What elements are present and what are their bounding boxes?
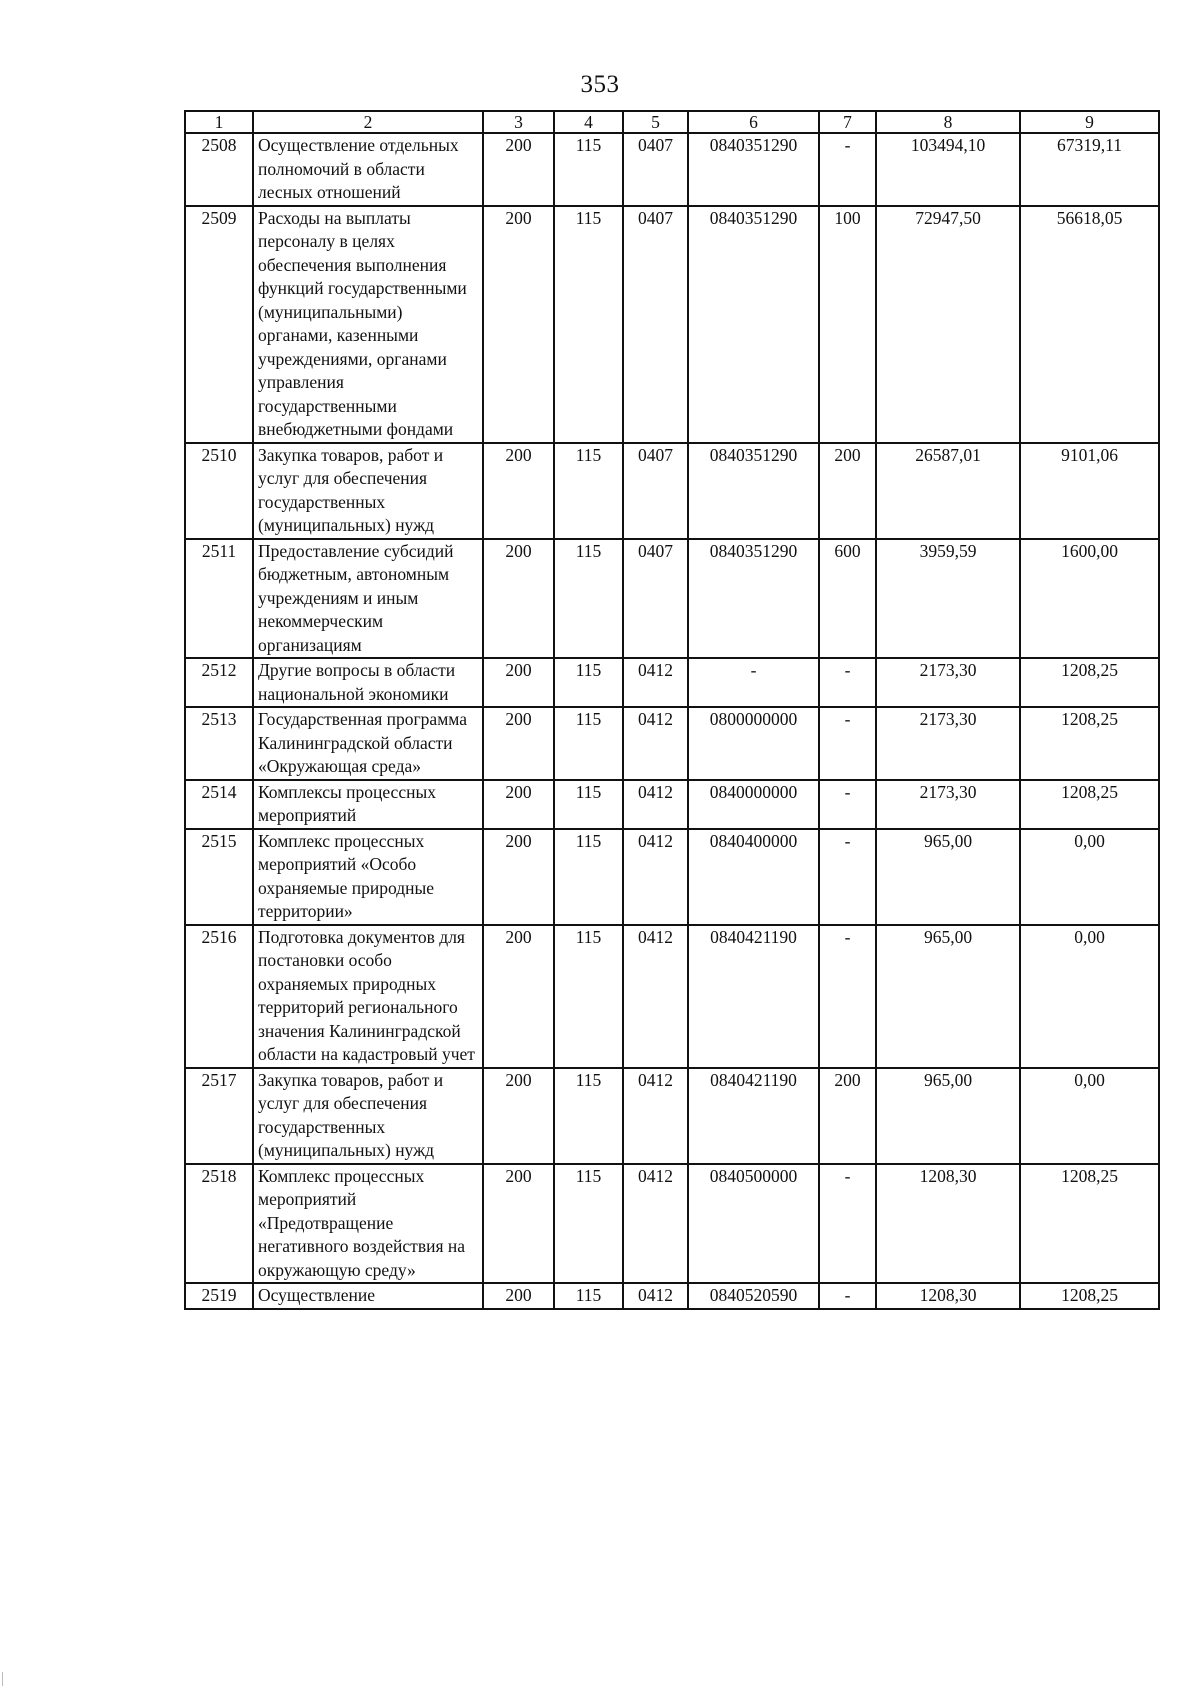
code-cell: 115 xyxy=(554,707,623,780)
scan-edge-mark xyxy=(2,1672,3,1686)
amount-cell: 0,00 xyxy=(1020,925,1159,1068)
row-name: Государственная программа Калининградской области «Окружающая среда» xyxy=(253,707,483,780)
amount-cell: 1208,25 xyxy=(1020,1164,1159,1284)
code-cell: 0840351290 xyxy=(688,206,819,443)
code-cell: 115 xyxy=(554,1068,623,1164)
code-cell: 600 xyxy=(819,539,876,659)
column-header: 2 xyxy=(253,111,483,133)
table-row xyxy=(185,1164,1159,1284)
code-cell: 115 xyxy=(554,133,623,206)
row-name: Предоставление субсидий бюджетным, автономным учреждениям и иным некоммерческим организациям xyxy=(253,539,483,659)
table-row xyxy=(185,539,1159,659)
code-cell: - xyxy=(688,658,819,707)
code-cell: 0407 xyxy=(623,206,688,443)
amount-cell: 1208,25 xyxy=(1020,707,1159,780)
amount-cell: 1208,25 xyxy=(1020,1283,1159,1309)
amount-cell: 0,00 xyxy=(1020,829,1159,925)
code-cell: 0412 xyxy=(623,780,688,829)
code-cell: - xyxy=(819,1283,876,1309)
code-cell: 0412 xyxy=(623,925,688,1068)
code-cell: - xyxy=(819,1164,876,1284)
code-cell: 200 xyxy=(483,206,554,443)
code-cell: 200 xyxy=(819,443,876,539)
amount-cell: 56618,05 xyxy=(1020,206,1159,443)
code-cell: - xyxy=(819,829,876,925)
code-cell: - xyxy=(819,780,876,829)
code-cell: 0412 xyxy=(623,1164,688,1284)
code-cell: 0840351290 xyxy=(688,443,819,539)
row-number: 2514 xyxy=(185,780,253,829)
code-cell: 115 xyxy=(554,1283,623,1309)
row-number: 2513 xyxy=(185,707,253,780)
amount-cell: 965,00 xyxy=(876,829,1020,925)
code-cell: 115 xyxy=(554,1164,623,1284)
amount-cell: 1208,25 xyxy=(1020,658,1159,707)
code-cell: 0407 xyxy=(623,539,688,659)
row-name: Расходы на выплаты персоналу в целях обеспечения выполнения функций государственными (муниципальными) органами, казенными учреждениями, органами управления государственными внебюджетными фондами xyxy=(253,206,483,443)
row-number: 2517 xyxy=(185,1068,253,1164)
code-cell: 200 xyxy=(483,1164,554,1284)
table-row xyxy=(185,707,1159,780)
column-header: 9 xyxy=(1020,111,1159,133)
amount-cell: 1208,30 xyxy=(876,1164,1020,1284)
row-number: 2511 xyxy=(185,539,253,659)
row-name: Подготовка документов для постановки особо охраняемых природных территорий регионального значения Калининградской области на кадастровый учет xyxy=(253,925,483,1068)
table-row xyxy=(185,780,1159,829)
code-cell: 200 xyxy=(483,780,554,829)
column-header: 7 xyxy=(819,111,876,133)
row-name: Осуществление xyxy=(253,1283,483,1309)
row-name: Закупка товаров, работ и услуг для обеспечения государственных (муниципальных) нужд xyxy=(253,443,483,539)
row-name: Другие вопросы в области национальной экономики xyxy=(253,658,483,707)
code-cell: 0840421190 xyxy=(688,925,819,1068)
row-name: Комплекс процессных мероприятий «Предотвращение негативного воздействия на окружающую среду» xyxy=(253,1164,483,1284)
row-number: 2510 xyxy=(185,443,253,539)
code-cell: 200 xyxy=(483,133,554,206)
row-number: 2509 xyxy=(185,206,253,443)
code-cell: 0407 xyxy=(623,443,688,539)
amount-cell: 965,00 xyxy=(876,1068,1020,1164)
column-header: 3 xyxy=(483,111,554,133)
amount-cell: 1208,25 xyxy=(1020,780,1159,829)
amount-cell: 67319,11 xyxy=(1020,133,1159,206)
code-cell: 115 xyxy=(554,443,623,539)
code-cell: 0412 xyxy=(623,1068,688,1164)
column-header: 1 xyxy=(185,111,253,133)
code-cell: 115 xyxy=(554,925,623,1068)
code-cell: 200 xyxy=(483,829,554,925)
column-header: 5 xyxy=(623,111,688,133)
table-row xyxy=(185,1283,1159,1309)
table-row xyxy=(185,658,1159,707)
column-header: 4 xyxy=(554,111,623,133)
amount-cell: 26587,01 xyxy=(876,443,1020,539)
code-cell: 200 xyxy=(483,443,554,539)
column-header: 6 xyxy=(688,111,819,133)
code-cell: 0840500000 xyxy=(688,1164,819,1284)
code-cell: 200 xyxy=(483,707,554,780)
row-number: 2516 xyxy=(185,925,253,1068)
table-row xyxy=(185,925,1159,1068)
code-cell: 0840351290 xyxy=(688,539,819,659)
amount-cell: 3959,59 xyxy=(876,539,1020,659)
code-cell: 100 xyxy=(819,206,876,443)
code-cell: 0412 xyxy=(623,1283,688,1309)
table-row xyxy=(185,1068,1159,1164)
code-cell: 115 xyxy=(554,780,623,829)
row-name: Комплексы процессных мероприятий xyxy=(253,780,483,829)
code-cell: 0407 xyxy=(623,133,688,206)
table-row xyxy=(185,829,1159,925)
amount-cell: 965,00 xyxy=(876,925,1020,1068)
code-cell: 200 xyxy=(819,1068,876,1164)
row-name: Осуществление отдельных полномочий в области лесных отношений xyxy=(253,133,483,206)
code-cell: 0800000000 xyxy=(688,707,819,780)
code-cell: 200 xyxy=(483,658,554,707)
row-number: 2519 xyxy=(185,1283,253,1309)
amount-cell: 2173,30 xyxy=(876,780,1020,829)
amount-cell: 0,00 xyxy=(1020,1068,1159,1164)
code-cell: 200 xyxy=(483,925,554,1068)
code-cell: 115 xyxy=(554,539,623,659)
code-cell: 0840000000 xyxy=(688,780,819,829)
table-row xyxy=(185,443,1159,539)
code-cell: 0412 xyxy=(623,658,688,707)
amount-cell: 2173,30 xyxy=(876,658,1020,707)
table-row xyxy=(185,133,1159,206)
code-cell: 200 xyxy=(483,539,554,659)
code-cell: 200 xyxy=(483,1283,554,1309)
code-cell: 115 xyxy=(554,829,623,925)
amount-cell: 72947,50 xyxy=(876,206,1020,443)
amount-cell: 2173,30 xyxy=(876,707,1020,780)
code-cell: 0412 xyxy=(623,707,688,780)
amount-cell: 1600,00 xyxy=(1020,539,1159,659)
code-cell: 115 xyxy=(554,658,623,707)
column-header: 8 xyxy=(876,111,1020,133)
amount-cell: 9101,06 xyxy=(1020,443,1159,539)
code-cell: 0840421190 xyxy=(688,1068,819,1164)
row-number: 2512 xyxy=(185,658,253,707)
code-cell: 0840520590 xyxy=(688,1283,819,1309)
code-cell: - xyxy=(819,658,876,707)
code-cell: 0840400000 xyxy=(688,829,819,925)
amount-cell: 103494,10 xyxy=(876,133,1020,206)
amount-cell: 1208,30 xyxy=(876,1283,1020,1309)
row-number: 2515 xyxy=(185,829,253,925)
code-cell: - xyxy=(819,133,876,206)
row-name: Комплекс процессных мероприятий «Особо охраняемые природные территории» xyxy=(253,829,483,925)
code-cell: 200 xyxy=(483,1068,554,1164)
code-cell: 0412 xyxy=(623,829,688,925)
budget-table xyxy=(184,110,1160,1310)
page-number: 353 xyxy=(580,71,620,98)
row-name: Закупка товаров, работ и услуг для обеспечения государственных (муниципальных) нужд xyxy=(253,1068,483,1164)
table-row xyxy=(185,206,1159,443)
code-cell: - xyxy=(819,925,876,1068)
table-header-row xyxy=(185,111,1159,133)
code-cell: - xyxy=(819,707,876,780)
code-cell: 115 xyxy=(554,206,623,443)
row-number: 2518 xyxy=(185,1164,253,1284)
row-number: 2508 xyxy=(185,133,253,206)
code-cell: 0840351290 xyxy=(688,133,819,206)
